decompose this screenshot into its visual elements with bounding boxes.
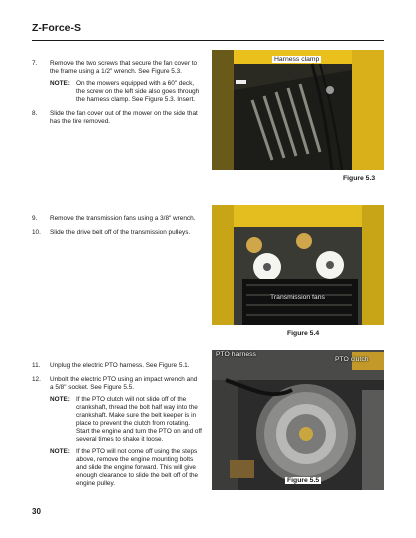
- step-number: 12.: [32, 376, 41, 383]
- step-10: [32, 229, 202, 237]
- step-text: Slide the drive belt off of the transmission pulleys.: [50, 229, 191, 236]
- figure-5-4-photo: [212, 205, 384, 325]
- note-text: If the PTO clutch will not slide off of the crankshaft, thread the bolt half way into the crankshaft. Make sure the belt keeper is in place to prevent the clutch from rotating. Start the engine and turn the PTO on and off several times to shake it loose.: [76, 396, 202, 443]
- pto-clutch-photo-illustration: [212, 350, 384, 490]
- fan-cover-photo-illustration: [212, 50, 384, 170]
- step-number: 7.: [32, 60, 38, 67]
- step-text: Remove the two screws that secure the fan cover to the frame using a 1/2" wrench. See Figure 5.3.: [50, 60, 198, 75]
- transmission-photo-illustration: [212, 205, 384, 325]
- step-12: [32, 376, 202, 392]
- note: [50, 396, 202, 444]
- step-number: 9.: [32, 215, 38, 222]
- header-rule: [32, 40, 384, 41]
- step-11: [32, 362, 202, 370]
- page-number: 30: [32, 507, 41, 516]
- note-text: If the PTO will not come off using the steps above, remove the engine mounting bolts and slide the engine forward. This will give enough clearance to slide the belt off of the engine pulley.: [76, 448, 199, 487]
- figure-5-4-caption: Figure 5.4: [287, 330, 320, 337]
- step-text: Unplug the electric PTO harness. See Figure 5.1.: [50, 362, 190, 369]
- step-number: 8.: [32, 110, 38, 117]
- note: [50, 448, 202, 488]
- step-text: Unbolt the electric PTO using an impact wrench and a 5/8" socket. See Figure 5.5.: [50, 376, 198, 391]
- page-header: Z-Force-S: [32, 22, 82, 34]
- figure-5-3-photo: [212, 50, 384, 170]
- step-9: [32, 215, 202, 223]
- note-label: NOTE:: [50, 448, 70, 455]
- step-text: Remove the transmission fans using a 3/8" wrench.: [50, 215, 196, 222]
- note-label: NOTE:: [50, 396, 70, 403]
- step-number: 11.: [32, 362, 41, 369]
- figure-5-3-caption: Figure 5.3: [343, 175, 376, 182]
- step-text: Slide the fan cover out of the mower on the side that has the tire removed.: [50, 110, 198, 125]
- label-pto-harness: PTO harness: [216, 351, 256, 358]
- note-label: NOTE:: [50, 80, 70, 87]
- label-pto-clutch: PTO clutch: [335, 356, 369, 363]
- instructions-section-1: [32, 60, 202, 132]
- note-text: On the mowers equipped with a 60" deck, the screw on the left side also goes through the harness clamp. See Figure 5.3. Insert.: [76, 80, 200, 103]
- figure-5-5-caption: Figure 5.5: [287, 477, 320, 484]
- instructions-section-2: [32, 215, 202, 243]
- step-number: 10.: [32, 229, 41, 236]
- note: [50, 80, 202, 104]
- figure-5-5-photo: [212, 350, 384, 490]
- step-8: [32, 110, 202, 126]
- label-transmission-fans: Transmission fans: [270, 294, 325, 301]
- instructions-section-3: [32, 362, 202, 494]
- label-harness-clamp: Harness clamp: [274, 56, 320, 63]
- step-7: [32, 60, 202, 76]
